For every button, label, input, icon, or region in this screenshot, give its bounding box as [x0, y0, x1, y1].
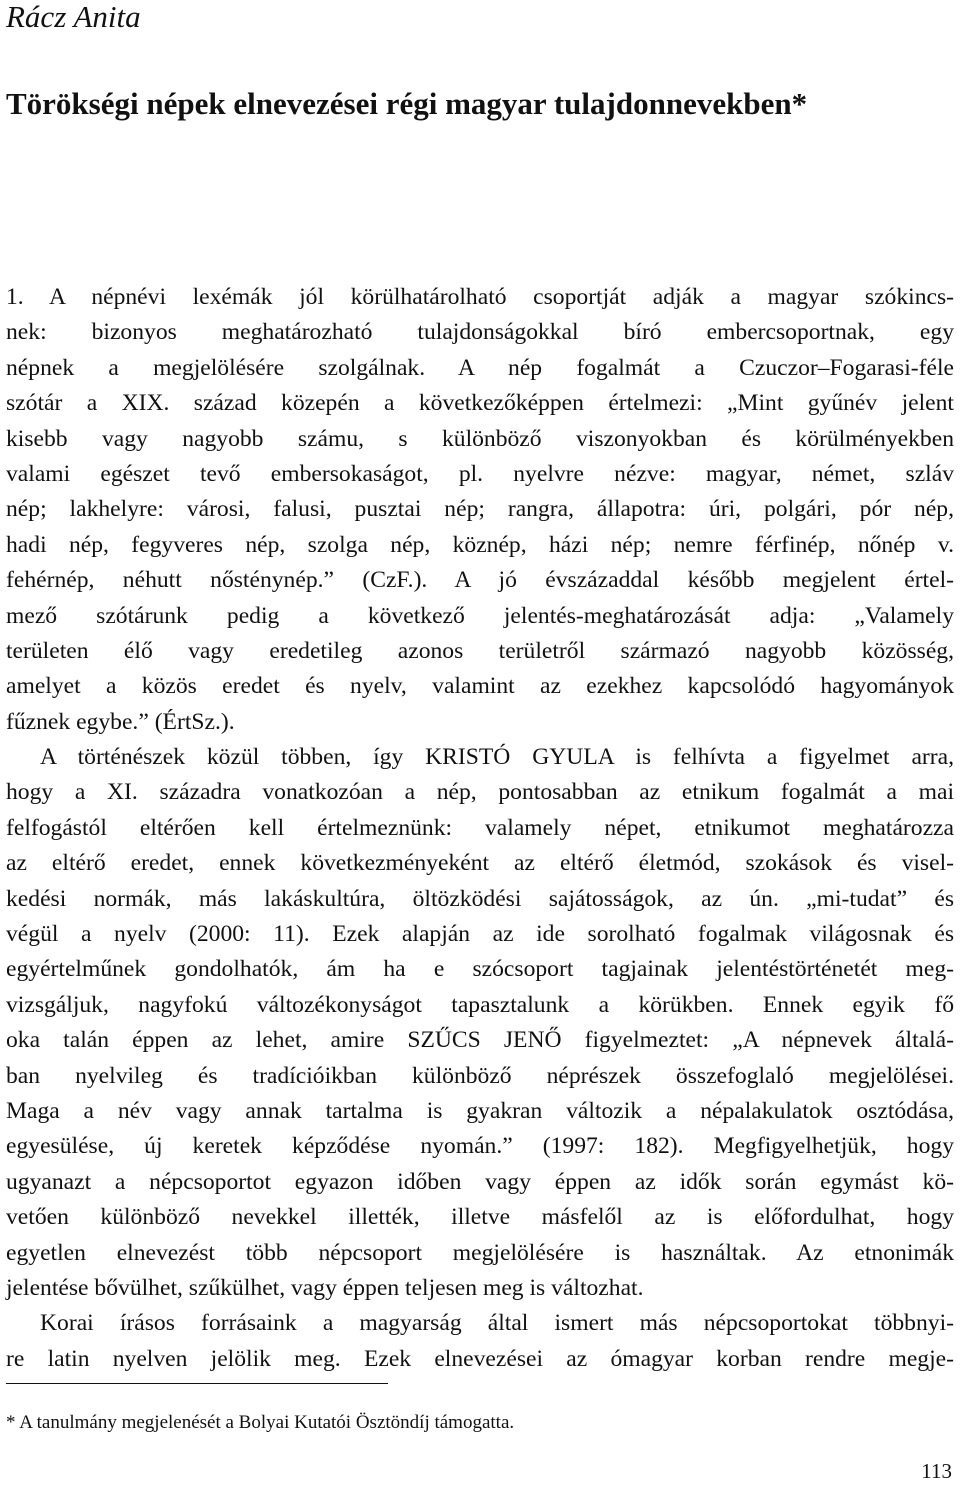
text-line: vetően különböző nevekkel illették, illetve másfelől az is előfordulhat, hogy	[6, 1204, 954, 1231]
text-line: Korai írásos forrásaink a magyarság által ismert más népcsoportokat többnyi-	[40, 1310, 954, 1337]
text-line: területen élő vagy eredetileg azonos területről származó nagyobb közösség,	[6, 637, 954, 664]
author-name: Rácz Anita	[6, 0, 141, 34]
footnote: * A tanulmány megjelenését a Bolyai Kutatói Ösztöndíj támogatta.	[6, 1412, 515, 1433]
text-line: mező szótárunk pedig a következő jelentés-meghatározását adja: „Valamely	[6, 602, 954, 629]
page-number: 113	[921, 1459, 952, 1483]
text-line: egyértelműnek gondolhatók, ám ha e szócsoport tagjainak jelentéstörténetét meg-	[6, 956, 954, 983]
text-line: fehérnép, néhutt nősténynép.” (CzF.). A jó évszázaddal később megjelent értel-	[6, 567, 954, 594]
text-line: kisebb vagy nagyobb számu, s különböző viszonyokban és körülményekben	[6, 425, 954, 452]
text-line: amelyet a közös eredet és nyelv, valamint az ezekhez kapcsolódó hagyományok	[6, 673, 954, 700]
text-line: vizsgáljuk, nagyfokú változékonyságot tapasztalunk a körükben. Ennek egyik fő	[6, 991, 954, 1018]
text-line: az eltérő eredet, ennek következményeként az eltérő életmód, szokások és visel-	[6, 850, 954, 877]
text-line: hogy a XI. századra vonatkozóan a nép, pontosabban az etnikum fogalmát a mai	[6, 779, 954, 806]
text-line: fűznek egybe.” (ÉrtSz.).	[6, 708, 235, 735]
text-line: oka talán éppen az lehet, amire SZŰCS JENŐ figyelmeztet: „A népnevek általá-	[6, 1027, 954, 1054]
text-line: jelentése bővülhet, szűkülhet, vagy éppen teljesen meg is változhat.	[6, 1274, 644, 1301]
text-line: ban nyelvileg és tradícióikban különböző néprészek összefoglaló megjelölései.	[6, 1062, 954, 1089]
text-line: szótár a XIX. század közepén a következőképpen értelmezi: „Mint gyűnév jelent	[6, 390, 954, 417]
text-line: Maga a név vagy annak tartalma is gyakran változik a népalakulatok osztódása,	[6, 1097, 954, 1124]
text-line: kedési normák, más lakáskultúra, öltözködési sajátosságok, az ún. „mi-tudat” és	[6, 885, 954, 912]
text-line: A történészek közül többen, így KRISTÓ GYULA is felhívta a figyelmet arra,	[40, 744, 954, 771]
text-line: egyesülése, új keretek képződése nyomán.” (1997: 182). Megfigyelhetjük, hogy	[6, 1133, 954, 1160]
article-title: Törökségi népek elnevezései régi magyar tulajdonnevekben*	[6, 86, 808, 121]
text-line: 1. A népnévi lexémák jól körülhatárolható csoportját adják a magyar szókincs-	[6, 284, 954, 310]
text-line: nép; lakhelyre: városi, falusi, pusztai nép; rangra, állapotra: úri, polgári, pór nép,	[6, 496, 954, 523]
text-line: nek: bizonyos meghatározható tulajdonságokkal bíró embercsoportnak, egy	[6, 319, 954, 346]
text-line: hadi nép, fegyveres nép, szolga nép, köznép, házi nép; nemre férfinép, nőnép v.	[6, 531, 954, 558]
text-line: valami egészet tevő embersokaságot, pl. nyelvre nézve: magyar, német, szláv	[6, 460, 954, 487]
text-line: végül a nyelv (2000: 11). Ezek alapján az ide sorolható fogalmak világosnak és	[6, 921, 954, 948]
text-line: ugyanazt a népcsoportot egyazon időben vagy éppen az idők során egymást kö-	[6, 1168, 954, 1195]
text-line: egyetlen elnevezést több népcsoport megjelölésére is használtak. Az etnonimák	[6, 1239, 954, 1266]
text-line: re latin nyelven jelölik meg. Ezek elnevezései az ómagyar korban rendre megje-	[6, 1345, 954, 1372]
text-line: népnek a megjelölésére szolgálnak. A nép fogalmát a Czuczor–Fogarasi-féle	[6, 354, 954, 381]
body-text	[6, 280, 954, 1377]
text-line: felfogástól eltérően kell értelmeznünk: valamely népet, etnikumot meghatározza	[6, 814, 954, 841]
footnote-divider	[6, 1383, 388, 1384]
